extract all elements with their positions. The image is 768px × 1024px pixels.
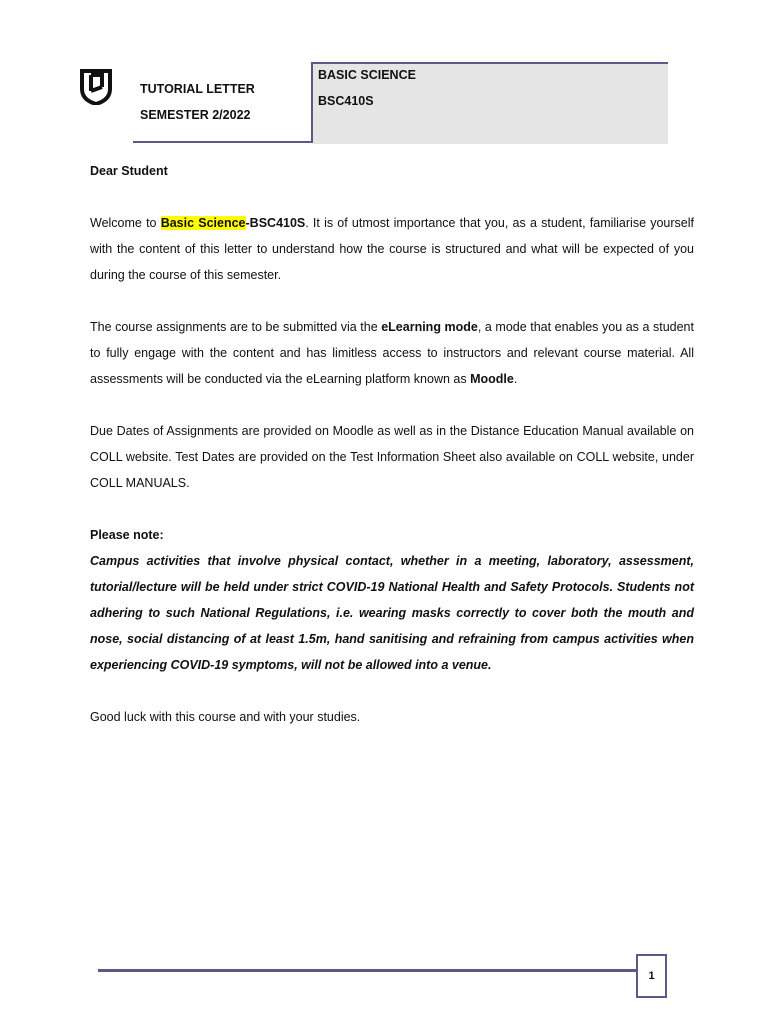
assignments-paragraph [90, 314, 694, 392]
note-text: Campus activities that involve physical contact, whether in a meeting, laboratory, assessment, tutorial/lecture will be held under strict COVID-19 National Health and Safety Protocols. Students not adhering to such National Regulations, i.e. wearing masks correctly to cover both the mouth and nose, social distancing of at least 1.5m, hand sanitising and refraining from campus activities when experiencing COVID-19 symptoms, will not be allowed into a venue. [90, 554, 694, 672]
course-highlight: Basic Science [160, 216, 246, 230]
course-code: BSC410S [318, 94, 374, 108]
semester-label: SEMESTER 2/2022 [140, 108, 251, 122]
salutation: Dear Student [90, 164, 168, 178]
header-left [140, 76, 255, 128]
university-shield-logo-icon [78, 67, 114, 105]
course-code-inline: -BSC410S [245, 216, 306, 230]
due-dates-paragraph: Due Dates of Assignments are provided on Moodle as well as in the Distance Education Manual available on COLL website. Test Dates are provided on the Test Information Sheet also available on COLL website, under COLL MANUALS. [90, 424, 694, 490]
footer-divider [98, 969, 636, 972]
assignments-text-2: , a mode that enables you as a student to fully engage with the content and has limitless access to instructors and relevant course material. All assessments will be conducted via the eLearning platform known as [90, 320, 694, 386]
course-name: BASIC SCIENCE [318, 68, 416, 82]
closing-line: Good luck with this course and with your studies. [90, 710, 361, 724]
assignments-text-1: The course assignments are to be submitted via the [90, 320, 382, 334]
welcome-text: Welcome to [90, 216, 161, 230]
page-number: 1 [636, 954, 667, 998]
tutorial-letter-title: TUTORIAL LETTER [140, 82, 255, 96]
assignments-text-3: . [513, 372, 518, 386]
moodle-platform: Moodle [470, 372, 514, 386]
letter-body [90, 158, 694, 756]
please-note-section [90, 522, 694, 678]
welcome-rest: . It is of utmost importance that you, as a student, familiarise yourself with the content of this letter to understand how the course is structured and what will be expected of you during the course of this semester. [90, 216, 694, 282]
welcome-paragraph [90, 210, 694, 288]
header-divider-bottom [133, 141, 313, 143]
course-info-box [313, 62, 668, 144]
elearning-mode: eLearning mode [381, 320, 478, 334]
note-heading: Please note: [90, 528, 164, 542]
